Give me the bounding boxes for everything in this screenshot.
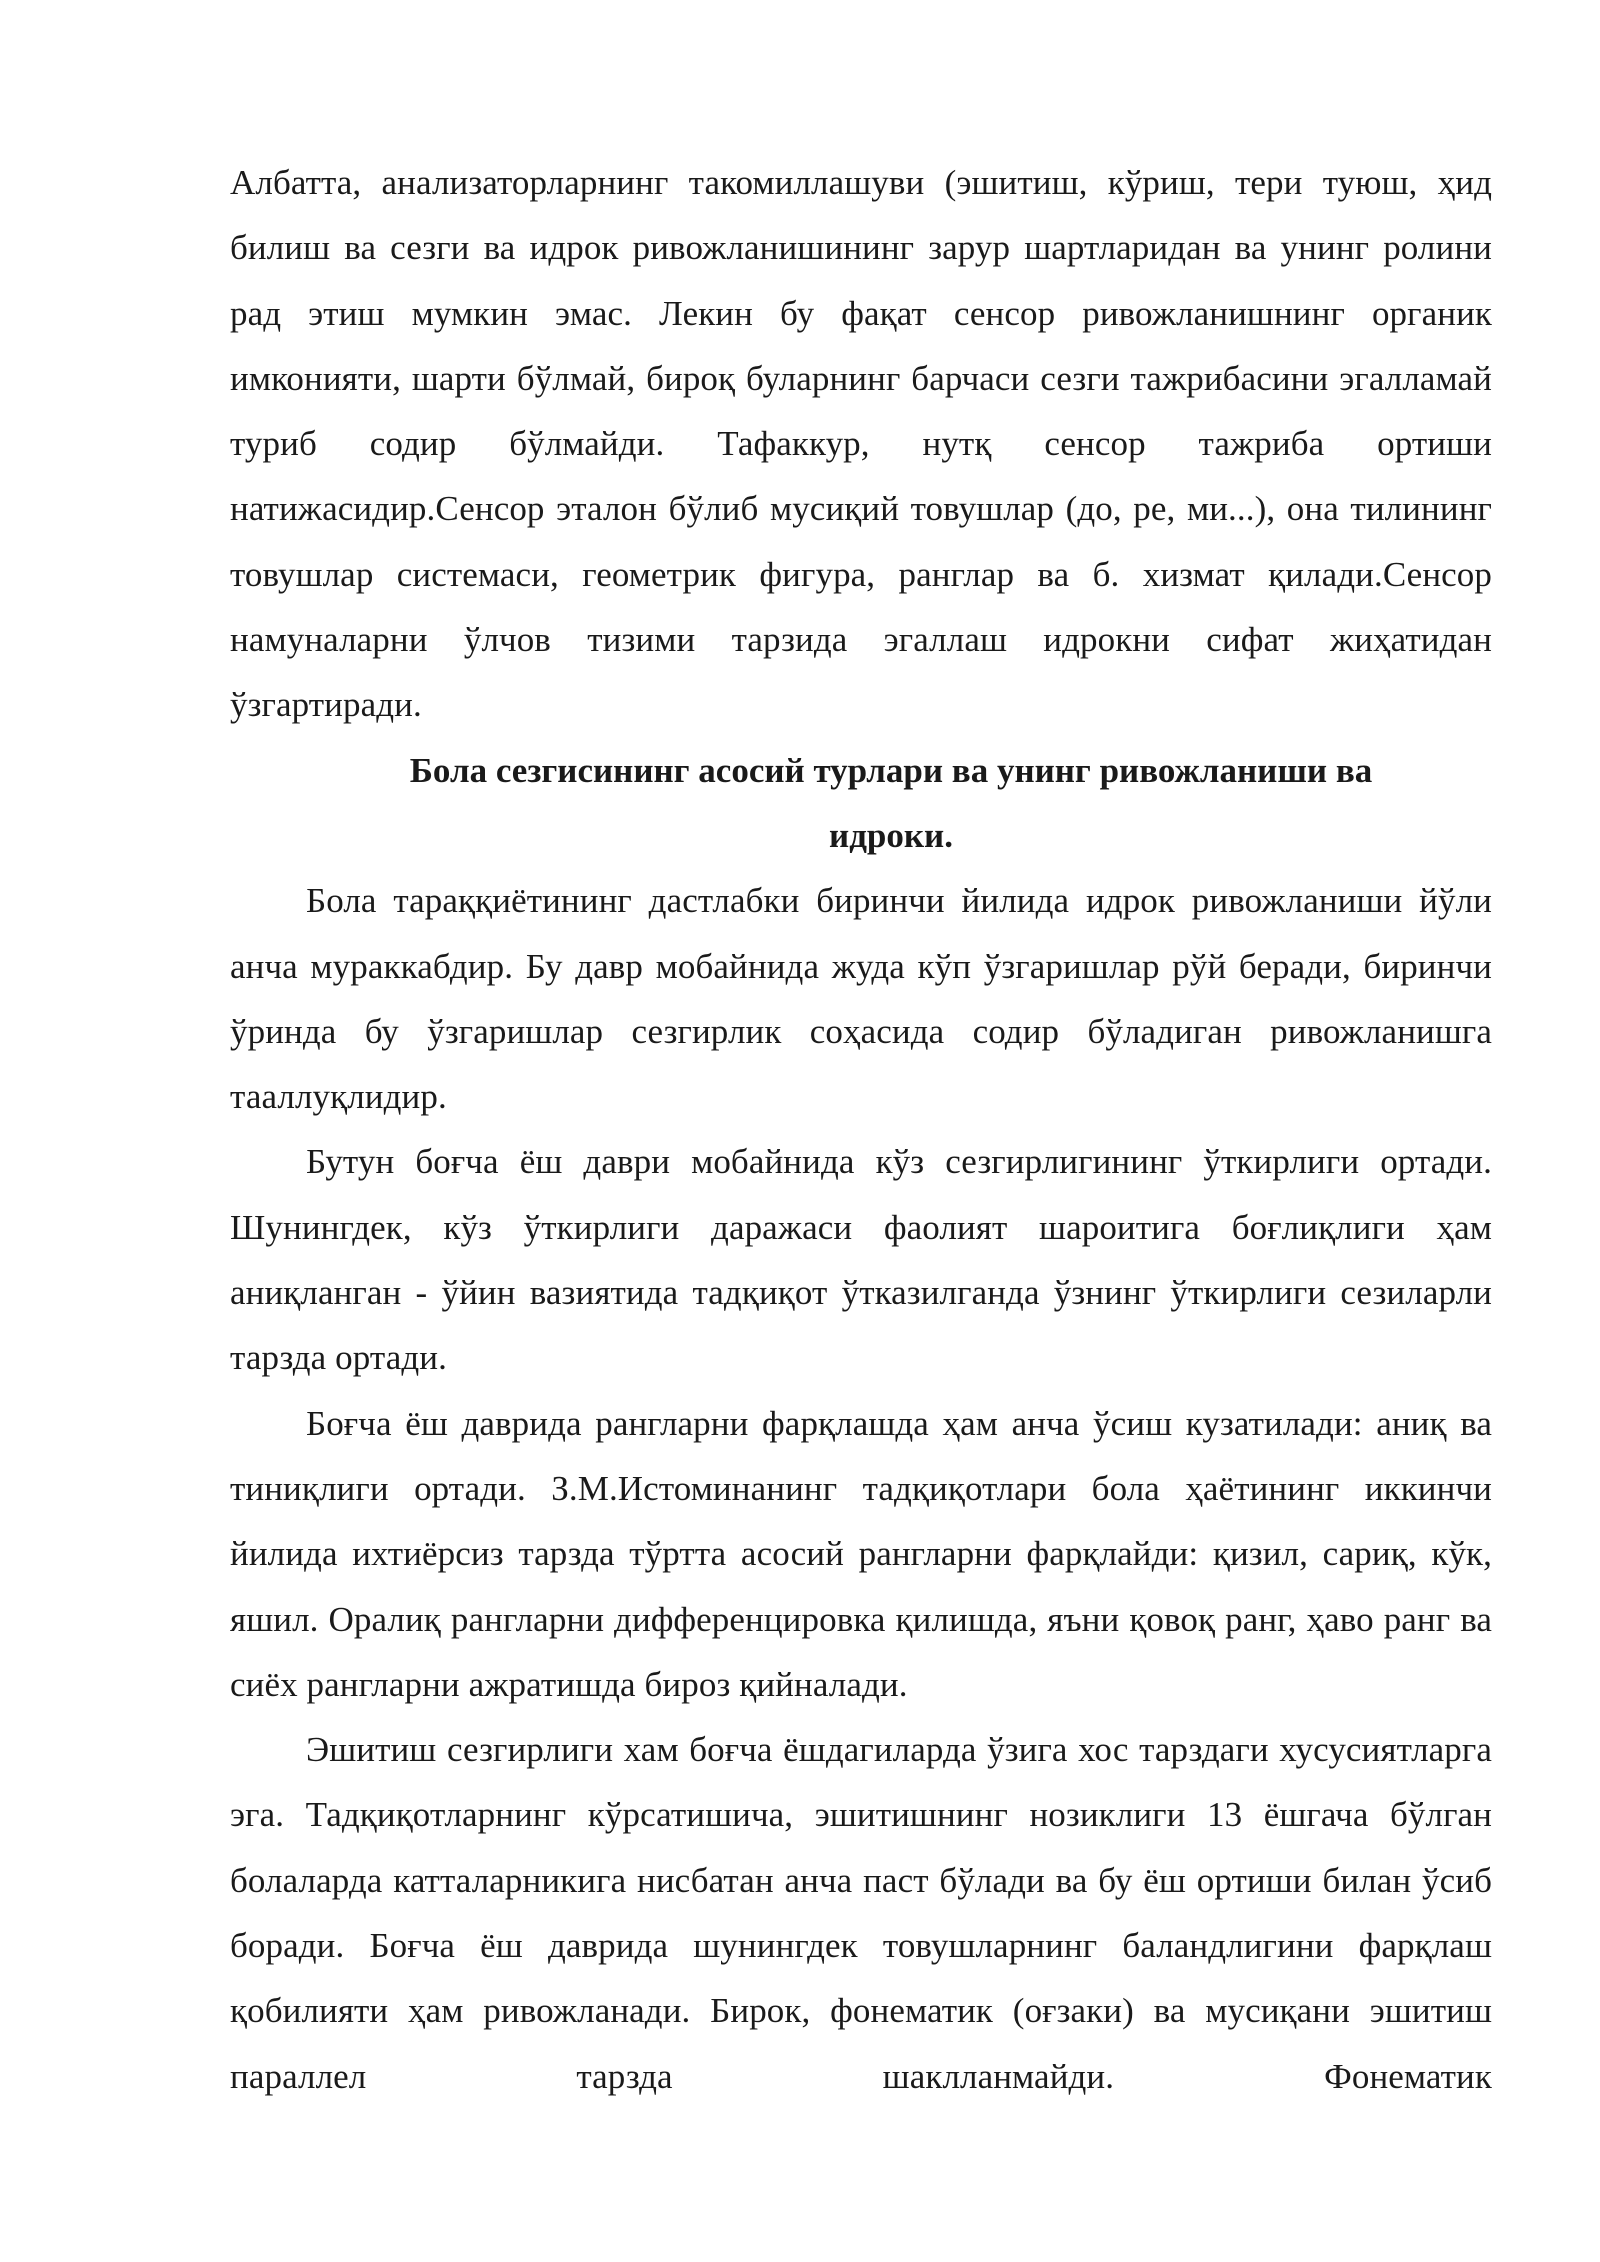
section-heading <box>230 738 1492 869</box>
document-body <box>230 150 1492 2109</box>
paragraph-2: Бола тараққиётининг дастлабки биринчи йилида идрок ривожланиши йўли анча мураккабдир. Бу давр мобайнида жуда кўп ўзгаришлар рўй беради, биринчи ўринда бу ўзгаришлар сезгирлик соҳасида содир бўладиган ривожланишга тааллуқлидир. <box>230 881 1492 1117</box>
paragraph-5: Эшитиш сезгирлиги хам боғча ёшдагиларда ўзига хос тарздаги хусусиятларга эга. Тадқиқотларнинг кўрсатишича, эшитишнинг нозиклиги 13 ёшгача бўлган болаларда катталарникига нисбатан анча паст бўлади ва бу ёш ортиши билан ўсиб боради. Боғча ёш даврида шунингдек товушларнинг баландлигини фарқлаш қобилияти ҳам ривожланади. Бирок, фонематик (оғзаки) ва мусиқани эшитиш параллел тарзда шаклланмайди. Фонематик <box>230 1730 1492 2096</box>
section-heading-line-1: Бола сезгисининг асосий турлари ва унинг ривожланиши ва <box>409 750 1373 790</box>
paragraph-1: Албатта, анализаторларнинг такомиллашуви (эшитиш, кўриш, тери туюш, ҳид билиш ва сезги ва идрок ривожланишининг зарур шартларидан ва унинг ролини рад этиш мумкин эмас. Лекин бу фақат сенсор ривожланишнинг органик имконияти, шарти бўлмай, бироқ буларнинг барчаси сезги тажрибасини эгалламай туриб содир бўлмайди. Тафаккур, нутқ сенсор тажриба ортиши натижасидир.Сенсор эталон бўлиб мусиқий товушлар (до, ре, ми...), она тилининг товушлар системаси, геометрик фигура, ранглар ва б. хизмат қилади.Сенсор намуналарни ўлчов тизими тарзида эгаллаш идрокни сифат жиҳатидан ўзгартиради. <box>230 163 1492 725</box>
section-heading-line-2: идроки. <box>829 815 953 855</box>
paragraph-3: Бутун боғча ёш даври мобайнида кўз сезгирлигининг ўткирлиги ортади. Шунингдек, кўз ўткирлиги даражаси фаолият шароитига боғлиқлиги ҳам аниқланган - ўйин вазиятида тадқиқот ўтказилганда ўзнинг ўткирлиги сезиларли тарзда ортади. <box>230 1142 1492 1378</box>
paragraph-4: Боғча ёш даврида рангларни фарқлашда ҳам анча ўсиш кузатилади: аниқ ва тиниқлиги ортади. З.М.Истоминанинг тадқиқотлари бола ҳаётининг иккинчи йилида ихтиёрсиз тарзда тўртта асосий рангларни фарқлайди: қизил, сариқ, кўк, яшил. Оралиқ рангларни дифференцировка қилишда, яъни қовоқ ранг, ҳаво ранг ва сиёх рангларни ажратишда бироз қийналади. <box>230 1403 1492 1704</box>
